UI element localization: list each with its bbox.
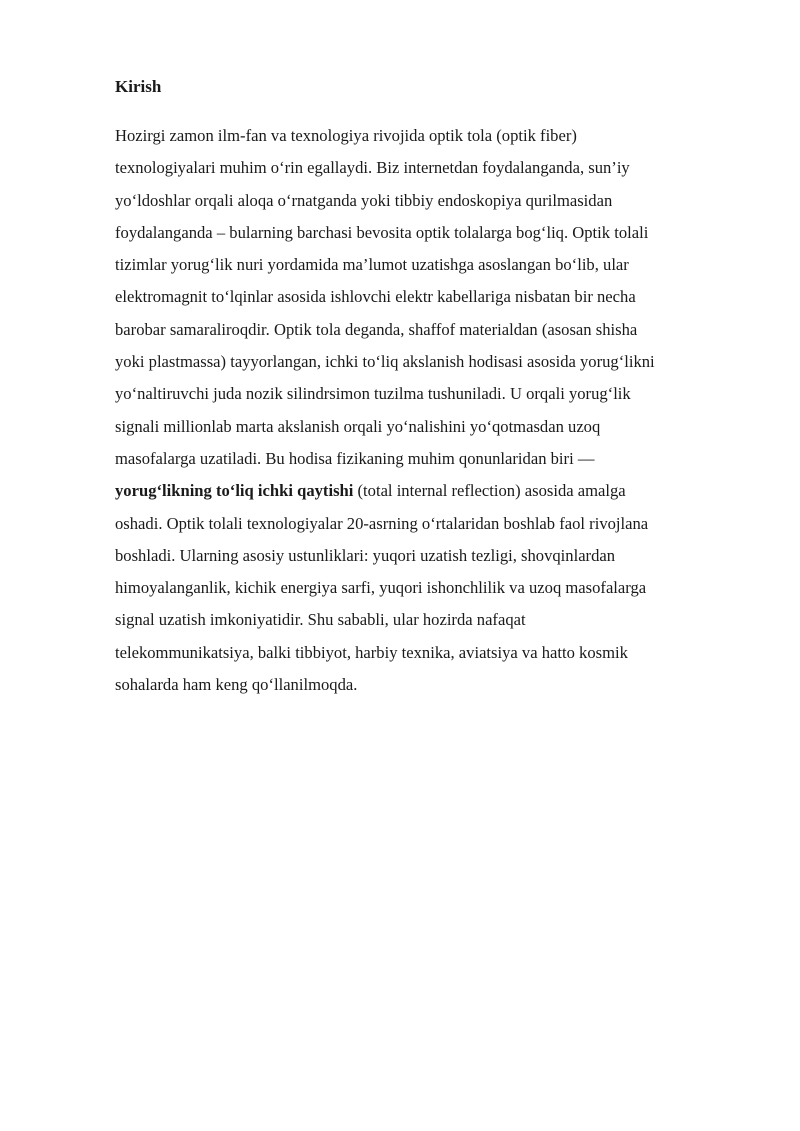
- paragraph-line: himoyalanganlik, kichik energiya sarfi, yuqori ishonchlilik va uzoq masofalarga: [115, 578, 647, 598]
- paragraph-line: elektromagnit to‘lqinlar asosida ishlovchi elektr kabellariga nisbatan bir necha: [115, 287, 636, 307]
- body-paragraph: [115, 120, 725, 701]
- bold-term: yorug‘likning to‘liq ichki qaytishi: [115, 481, 354, 501]
- paragraph-line: signali millionlab marta akslanish orqali yo‘nalishini yo‘qotmasdan uzoq: [115, 416, 601, 436]
- paragraph-line: oshadi. Optik tolali texnologiyalar 20-asrning o‘rtalaridan boshlab faol rivojlana: [115, 513, 649, 533]
- paragraph-line: signal uzatish imkoniyatidir. Shu sababli, ular hozirda nafaqat: [115, 610, 526, 630]
- paragraph-line: sohalarda ham keng qo‘llanilmoqda.: [115, 675, 358, 695]
- paragraph-line: [115, 475, 725, 507]
- paragraph-line: Hozirgi zamon ilm-fan va texnologiya rivojida optik tola (optik fiber): [115, 126, 577, 145]
- paragraph-line: tizimlar yorug‘lik nuri yordamida ma’lumot uzatishga asoslangan bo‘lib, ular: [115, 255, 629, 275]
- paragraph-line: yo‘ldoshlar orqali aloqa o‘rnatganda yoki tibbiy endoskopiya qurilmasidan: [115, 190, 613, 210]
- paragraph-line: yoki plastmassa) tayyorlangan, ichki to‘liq akslanish hodisasi asosida yorug‘likni: [115, 352, 655, 372]
- paragraph-line: masofalarga uzatiladi. Bu hodisa fizikaning muhim qonunlaridan biri —: [115, 448, 595, 468]
- paragraph-line: texnologiyalari muhim o‘rin egallaydi. Biz internetdan foydalanganda, sun’iy: [115, 158, 630, 178]
- paragraph-line: boshladi. Ularning asosiy ustunliklari: yuqori uzatish tezligi, shovqinlardan: [115, 545, 616, 565]
- paragraph-line: yo‘naltiruvchi juda nozik silindrsimon tuzilma tushuniladi. U orqali yorug‘lik: [115, 384, 631, 404]
- paragraph-line: telekommunikatsiya, balki tibbiyot, harbiy texnika, aviatsiya va hatto kosmik: [115, 642, 628, 662]
- paragraph-line-rest: (total internal reflection) asosida amalga: [353, 481, 626, 501]
- paragraph-line: foydalanganda – bularning barchasi bevosita optik tolalarga bog‘liq. Optik tolali: [115, 222, 649, 242]
- paragraph-line: barobar samaraliroqdir. Optik tola deganda, shaffof materialdan (asosan shisha: [115, 319, 638, 339]
- section-heading: Kirish: [115, 77, 162, 96]
- document-content: [115, 76, 725, 701]
